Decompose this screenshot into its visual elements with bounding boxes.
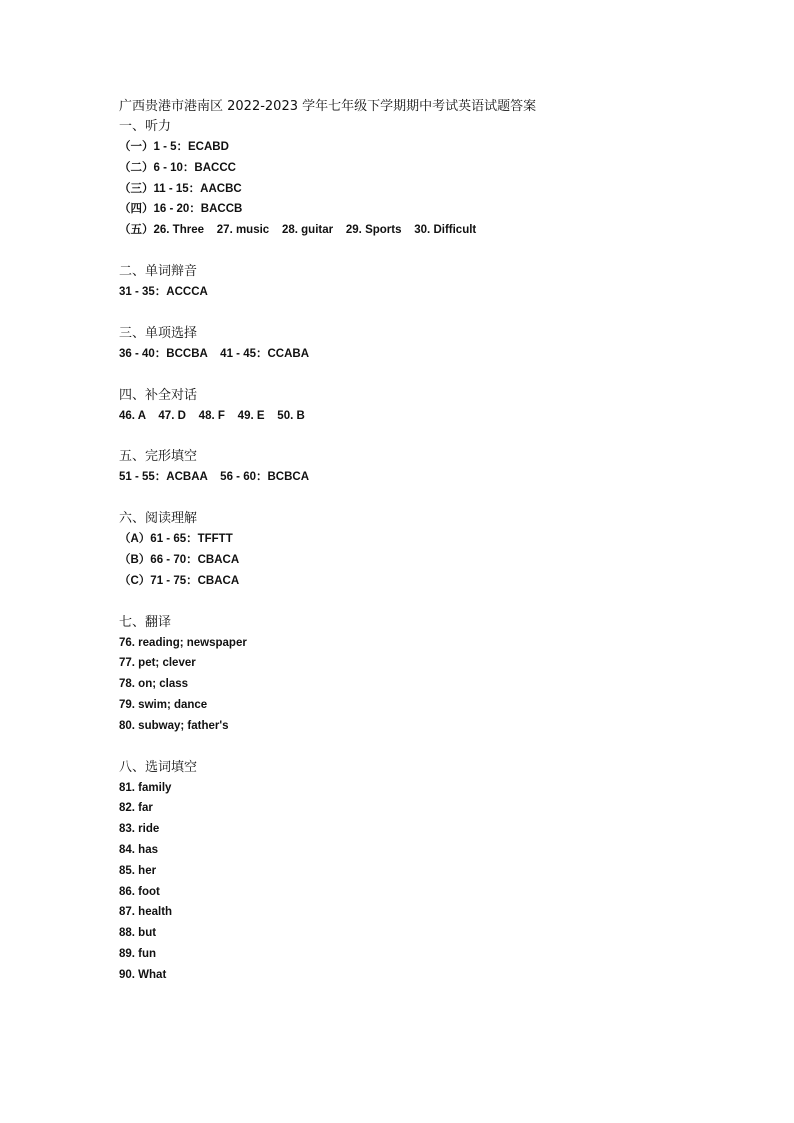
answer-line: 89. fun bbox=[119, 947, 157, 960]
section-heading: 二、单词辩音 bbox=[119, 263, 198, 279]
document-title: 广西贵港市港南区 2022-2023 学年七年级下学期期中考试英语试题答案 bbox=[119, 99, 537, 114]
section-heading: 七、翻译 bbox=[119, 614, 172, 630]
answer-line: 46. A 47. D 48. F 49. E 50. B bbox=[119, 409, 305, 422]
answer-line: 78. on; class bbox=[119, 678, 189, 691]
answer-line: （五）26. Three 27. music 28. guitar 29. Sports 30. Difficult bbox=[119, 224, 477, 237]
section-heading: 三、单项选择 bbox=[119, 325, 198, 341]
answer-line: 79. swim; dance bbox=[119, 698, 208, 711]
section-gap bbox=[119, 592, 719, 613]
answer-line: （三）11 - 15：AACBC bbox=[119, 182, 242, 195]
section-gap bbox=[119, 241, 719, 262]
section-heading: 八、选词填空 bbox=[119, 759, 198, 775]
answer-line: 36 - 40：BCCBA 41 - 45：CCABA bbox=[119, 347, 310, 360]
answer-line: （一）1 - 5：ECABD bbox=[119, 141, 229, 153]
section-word-fill bbox=[119, 758, 719, 986]
answer-line: （A）61 - 65：TFFTT bbox=[119, 533, 233, 546]
answer-line: （二）6 - 10：BACCC bbox=[119, 161, 236, 174]
section-gap bbox=[119, 365, 719, 386]
section-listening bbox=[119, 117, 719, 241]
section-gap bbox=[119, 737, 719, 758]
answer-line: 84. has bbox=[119, 843, 158, 856]
section-heading: 一、听力 bbox=[119, 119, 172, 134]
answer-line: 80. subway; father's bbox=[119, 719, 229, 732]
section-reading bbox=[119, 509, 719, 591]
answer-line: （四）16 - 20：BACCB bbox=[119, 203, 243, 216]
answer-line: 82. far bbox=[119, 802, 153, 815]
answer-document bbox=[119, 97, 719, 986]
answer-line: 87. health bbox=[119, 906, 173, 919]
answer-line: 83. ride bbox=[119, 823, 160, 836]
section-heading: 四、补全对话 bbox=[119, 387, 198, 403]
section-heading: 六、阅读理解 bbox=[119, 511, 198, 527]
answer-line: （C）71 - 75：CBACA bbox=[119, 574, 240, 587]
answer-line: 77. pet; clever bbox=[119, 657, 196, 670]
section-gap bbox=[119, 488, 719, 509]
answer-line: （B）66 - 70：CBACA bbox=[119, 553, 240, 566]
answer-line: 76. reading; newspaper bbox=[119, 636, 247, 649]
answer-line: 90. What bbox=[119, 968, 167, 981]
answer-line: 51 - 55：ACBAA 56 - 60：BCBCA bbox=[119, 471, 310, 484]
section-gap bbox=[119, 303, 719, 324]
section-translation bbox=[119, 613, 719, 737]
section-gap bbox=[119, 426, 719, 447]
answer-line: 88. but bbox=[119, 927, 157, 940]
answer-line: 85. her bbox=[119, 864, 157, 877]
section-heading: 五、完形填空 bbox=[119, 449, 198, 465]
section-single-choice bbox=[119, 324, 719, 365]
section-dialogue bbox=[119, 386, 719, 427]
answer-line: 86. foot bbox=[119, 885, 160, 898]
section-cloze bbox=[119, 447, 719, 488]
answer-line: 31 - 35：ACCCA bbox=[119, 285, 208, 298]
answer-line: 81. family bbox=[119, 781, 172, 794]
section-phonetics bbox=[119, 262, 719, 303]
